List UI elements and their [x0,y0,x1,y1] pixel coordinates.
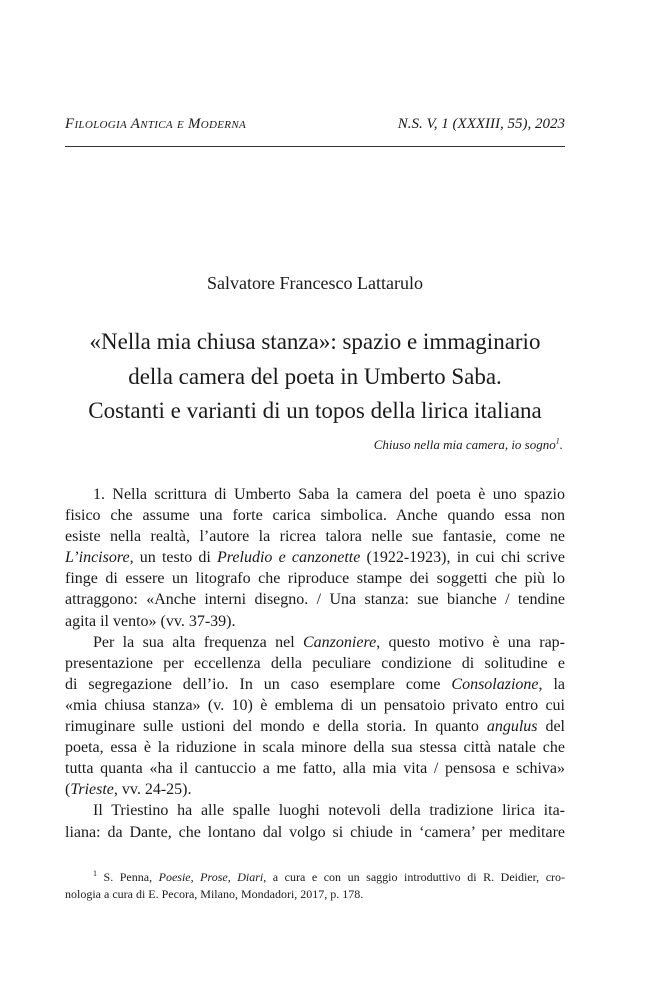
footnote-line: nologia a cura di E. Pecora, Milano, Mondadori, 2017, p. 178. [65,887,364,901]
epigraph-text: Chiuso nella mia camera, io sogno [373,437,556,452]
text-line: rimuginare sulle ustioni del mondo e della storia. In quanto angulus del [65,718,566,736]
work-title: Trieste [70,781,114,799]
work-title: Consolazione [451,675,539,693]
text-line: «mia chiusa stanza» (v. 10) è emblema di un pensatoio privato entro cui [65,696,565,714]
text-line: L’incisore, un testo di Preludio e canzonette (1922-1923), in cui chi scrive [65,549,565,567]
text-line: presentazione per eccellenza della peculiare condizione di solitudine e [65,654,565,672]
body-text [65,484,565,843]
running-head [65,116,565,138]
text-line: Il Triestino ha alle spalle luoghi notevoli della tradizione lirica ita- [93,802,565,820]
work-title: Preludio e canzonette [217,549,361,567]
issue-info: N.S. V, 1 (XXXIII, 55), 2023 [397,116,565,132]
text-line: fisico che assume una forte carica simbolica. Anche quando essa non [65,507,565,525]
title-line-2: della camera del poeta in Umberto Saba. [128,364,502,389]
text-line: poeta, essa è la riduzione in scala minore della sua stessa città natale che [65,739,565,757]
text-line: agita il vento» (vv. 37-39). [65,612,236,630]
text-line: di segregazione dell’io. In un caso esemplare come Consolazione, la [65,675,566,693]
latin-term: angulus [486,718,538,736]
text-line: 1. Nella scrittura di Umberto Saba la camera del poeta è uno spazio [93,486,565,503]
title-line-3: Costanti e varianti di un topos della lirica italiana [88,398,542,423]
footnotes [65,869,565,903]
text-line: (Trieste, vv. 24-25). [65,781,192,799]
text-line: finge di essere un litografo che riproduce stampe dei soggetti che più lo [65,570,565,588]
work-title: Poesie, Prose, Diari, [158,870,267,884]
text-line: attraggono: «Anche interni disegno. / Una stanza: sue bianche / tendine [65,591,565,609]
epigraph: Chiuso nella mia camera, io sogno$^1$. [373,436,563,452]
author-name: Salvatore Francesco Lattarulo [207,273,423,293]
work-title: Canzoniere [303,633,377,651]
text-line: Per la sua alta frequenza nel Canzoniere, questo motivo è una rap- [93,633,565,651]
text-line: esiste nella realtà, l’autore la ricrea talora nelle sue fantasie, come ne [65,528,565,546]
header-rule [65,146,565,147]
footnote-line: $^1$ S. Penna, Poesie, Prose, Diari, a cura e con un saggio introduttivo di R. Deidier, cro- [93,869,566,884]
journal-name: Filologia Antica e Moderna [65,116,246,132]
text-line: tutta quanta «ha il cantuccio a me fatto, alla mia vita / pensosa e schiva» [65,760,565,778]
text-line: liana: da Dante, che lontano dal volgo si chiude in ‘camera’ per meditare [65,823,565,841]
footnote-number: 1 [93,869,97,878]
work-title: L’incisore, [65,549,134,567]
title-line-1: «Nella mia chiusa stanza»: spazio e immaginario [89,329,541,354]
footnote-ref: 1 [555,436,560,446]
